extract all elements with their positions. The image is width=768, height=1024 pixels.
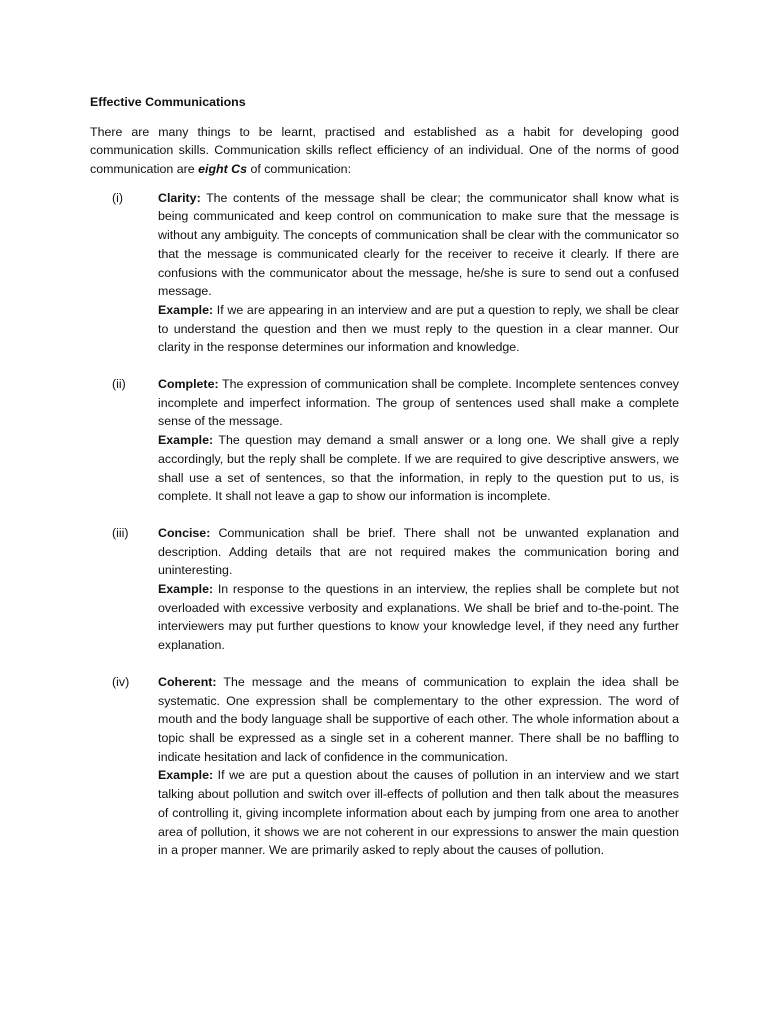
example-paragraph <box>158 301 679 357</box>
definition-text: Communication shall be brief. There shall not be unwanted explanation and description. Adding details that are not required makes the communication boring and uninteresting. <box>158 525 679 578</box>
example-label: Example: <box>158 582 214 597</box>
document-title: Effective Communications <box>90 95 246 109</box>
intro-paragraph <box>90 123 679 179</box>
example-text: If we are put a question about the causes of pollution in an interview and we start talking about pollution and switch over ill-effects of pollution and then talk about the measures of controlling it, giving incomplete information about each by jumping from one area to another area of pollution, it shows we are not coherent in our expressions to answer the main question in a proper manner. We are primarily asked to reply about the causes of pollution. <box>158 768 679 858</box>
definition-paragraph <box>158 524 679 580</box>
definition-paragraph <box>158 673 679 767</box>
example-paragraph <box>158 580 679 655</box>
example-text: The question may demand a small answer or a long one. We shall give a reply accordingly, but the reply shall be complete. If we are required to give descriptive answers, we shall use a set of sentences, so that the information, in reply to the question put to us, is complete. It shall not leave a gap to show our information is incomplete. <box>158 433 679 504</box>
term-label: Concise: <box>158 525 211 540</box>
example-paragraph <box>158 766 679 860</box>
intro-text-before: There are many things to be learnt, practised and established as a habit for developing good communication skills. Communication skills reflect efficiency of an individual. One of the norms of good communication are <box>90 124 679 176</box>
list-item-body <box>158 189 679 357</box>
list-item-coherent <box>90 673 679 860</box>
definition-paragraph <box>158 375 679 431</box>
document-page <box>90 93 679 878</box>
term-label: Coherent: <box>158 674 217 689</box>
example-label: Example: <box>158 433 214 448</box>
list-item-numeral: (ii) <box>112 377 126 392</box>
example-text: If we are appearing in an interview and are put a question to reply, we shall be clear to understand the question and then we must reply to the question in a clear manner. Our clarity in the response determines our information and knowledge. <box>158 302 679 355</box>
list-item-numeral: (iii) <box>112 525 129 540</box>
list-item-body <box>158 673 679 860</box>
definition-text: The message and the means of communication to explain the idea shall be systematic. One expression shall be complementary to the other expression. The word of mouth and the body language shall be supportive of each other. The whole information about a topic shall be expressed as a single set in a coherent manner. There shall be no baffling to indicate hesitation and lack of confidence in the communication. <box>158 674 679 764</box>
list-item-body <box>158 375 679 506</box>
example-paragraph <box>158 431 679 506</box>
example-text: In response to the questions in an interview, the replies shall be complete but not overloaded with excessive verbosity and explanations. We shall be brief and to-the-point. The interviewers may put further questions to know your knowledge level, if they need any further explanation. <box>158 582 679 653</box>
term-label: Complete: <box>158 377 219 392</box>
list-item-numeral: (iv) <box>112 674 130 689</box>
list-item-numeral: (i) <box>112 190 124 205</box>
list-item-body <box>158 524 679 655</box>
definition-text: The contents of the message shall be clear; the communicator shall know what is being communicated and keep control on communication to make sure that the message is without any ambiguity. The concepts of communication shall be clear with the communicator so that the message is communicated clearly for the receiver to receive it clearly. If there are confusions with the communicator about the message, he/she is sure to send out a confused message. <box>158 190 679 299</box>
definition-text: The expression of communication shall be complete. Incomplete sentences convey incomplete and imperfect information. The group of sentences used shall make a complete sense of the message. <box>158 377 679 429</box>
definition-paragraph <box>158 189 679 301</box>
example-label: Example: <box>158 302 214 317</box>
term-label: Clarity: <box>158 190 201 205</box>
example-label: Example: <box>158 768 214 783</box>
list-item-complete <box>90 375 679 506</box>
list-item-concise <box>90 524 679 655</box>
intro-emphasis: eight Cs <box>198 162 248 176</box>
intro-text-after: of communication: <box>247 162 352 176</box>
list-item-clarity <box>90 189 679 357</box>
